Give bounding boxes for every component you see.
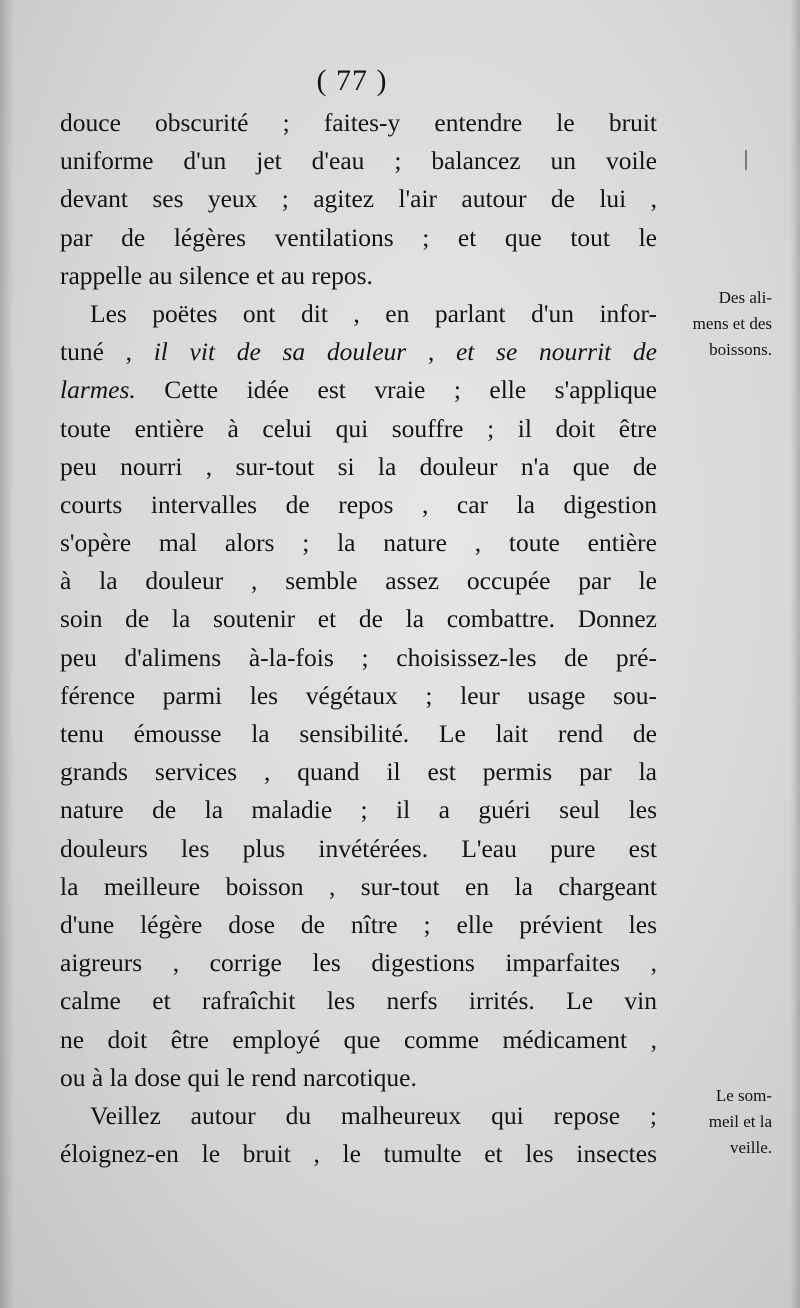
text-line: férence parmi les végétaux ; leur usage sou- [60,680,657,710]
text-line: soin de la soutenir et de la combattre. Donnez [60,604,657,634]
text-line: d'une légère dose de nître ; elle prévient les [60,909,657,939]
margin-note-line: meil et la [708,1112,772,1131]
text-line: par de légères ventilations ; et que tout le [60,222,657,252]
text-line: tenu émousse la sensibilité. Le lait rend de [60,719,657,748]
text-line: éloignez-en le bruit , le tumulte et les insectes [60,1139,657,1169]
text-line: ou à la dose qui le rend narcotique. [60,1062,417,1092]
margin-note-line: boissons. [709,340,772,359]
quotation-italic: larmes. [60,375,136,405]
text-run: tuné , [60,337,132,367]
text-line: aigreurs , corrige les digestions imparfaites , [60,948,657,978]
page-edge-shadow-left [0,0,14,1308]
text-line: ne doit être employé que comme médicament , [60,1024,657,1054]
text-line [60,371,657,409]
text-line: la meilleure boisson , sur-tout en la chargeant [60,871,657,901]
margin-note-food-and-drink [660,285,772,363]
quotation-italic: il vit de sa douleur , et se nourrit de [153,337,657,367]
margin-note-line: mens et des [692,314,772,333]
text-line: devant ses yeux ; agitez l'air autour de lui , [60,184,657,214]
page-number: ( 77 ) [316,64,388,97]
text-line: Veillez autour du malheureux qui repose ; [90,1100,657,1130]
text-line: nature de la maladie ; il a guéri seul les [60,795,657,825]
margin-note-line: Des ali- [718,288,772,307]
text-run: Cette idée est vraie ; elle s'applique [164,375,657,405]
margin-note-sleep-and-waking [660,1083,772,1161]
text-line: douleurs les plus invétérées. L'eau pure est [60,833,657,863]
text-line: douce obscurité ; faites-y entendre le bruit [60,108,657,137]
text-line: à la douleur , semble assez occupée par le [60,566,657,596]
text-line: grands services , quand il est permis par la [60,757,657,787]
text-line: peu d'alimens à-la-fois ; choisissez-les de pré- [60,642,657,672]
text-line: s'opère mal alors ; la nature , toute entière [60,528,657,558]
text-line: calme et rafraîchit les nerfs irrités. Le vin [60,986,657,1016]
text-line: Les poëtes ont dit , en parlant d'un infor- [90,298,657,328]
body-text [60,104,657,1173]
text-line: toute entière à celui qui souffre ; il doit être [60,413,657,443]
text-line: rappelle au silence et au repos. [60,260,373,290]
ink-speck [745,150,747,170]
margin-note-line: Le som- [715,1086,772,1105]
text-line [60,333,657,371]
page-edge-shadow-right [790,0,800,1308]
margin-note-line: veille. [729,1138,772,1157]
text-line: courts intervalles de repos , car la digestion [60,489,657,519]
text-line: uniforme d'un jet d'eau ; balancez un voile [60,146,657,176]
text-line: peu nourri , sur-tout si la douleur n'a que de [60,451,657,481]
